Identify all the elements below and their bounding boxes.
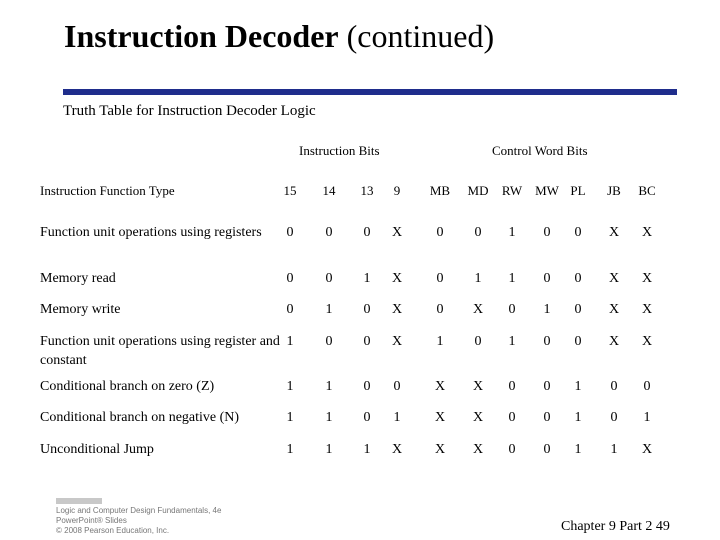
table-cell: X bbox=[641, 334, 653, 349]
table-cell: X bbox=[608, 225, 620, 240]
table-cell: X bbox=[472, 302, 484, 317]
table-cell: X bbox=[391, 334, 403, 349]
table-cell: 1 bbox=[286, 442, 294, 457]
column-header: PL bbox=[570, 183, 586, 198]
column-header: JB bbox=[607, 183, 621, 198]
table-cell: 0 bbox=[508, 410, 516, 425]
column-header: 15 bbox=[283, 183, 297, 198]
logo-bar bbox=[56, 498, 102, 504]
row-label: Memory read bbox=[40, 271, 116, 286]
table-cell: 0 bbox=[543, 225, 551, 240]
table-cell: 0 bbox=[474, 225, 482, 240]
table-cell: X bbox=[472, 379, 484, 394]
table-cell: 1 bbox=[393, 410, 401, 425]
table-cell: 0 bbox=[393, 379, 401, 394]
column-header: 9 bbox=[393, 183, 401, 198]
table-cell: 0 bbox=[325, 225, 333, 240]
table-cell: X bbox=[391, 225, 403, 240]
table-cell: 0 bbox=[436, 225, 444, 240]
table-cell: 0 bbox=[643, 379, 651, 394]
table-cell: 0 bbox=[474, 334, 482, 349]
table-cell: 1 bbox=[325, 410, 333, 425]
table-cell: X bbox=[608, 302, 620, 317]
table-cell: 0 bbox=[543, 379, 551, 394]
table-cell: 1 bbox=[286, 410, 294, 425]
row-label: Unconditional Jump bbox=[40, 442, 154, 457]
page-number: Chapter 9 Part 2 49 bbox=[561, 519, 670, 534]
table-cell: 0 bbox=[508, 442, 516, 457]
slide-title bbox=[64, 18, 494, 55]
table-cell: 0 bbox=[574, 334, 582, 349]
table-cell: 1 bbox=[286, 334, 294, 349]
table-cell: 0 bbox=[363, 410, 371, 425]
table-cell: 0 bbox=[574, 302, 582, 317]
control-word-bits-header: Control Word Bits bbox=[492, 143, 588, 158]
header-label: Instruction Function Type bbox=[40, 183, 175, 198]
table-cell: X bbox=[641, 271, 653, 286]
slide-title-main: Instruction Decoder bbox=[64, 18, 339, 54]
table-cell: 0 bbox=[363, 334, 371, 349]
table-cell: 1 bbox=[325, 302, 333, 317]
table-cell: 0 bbox=[286, 225, 294, 240]
table-cell: 0 bbox=[543, 442, 551, 457]
table-cell: 1 bbox=[508, 271, 516, 286]
table-cell: X bbox=[391, 442, 403, 457]
table-cell: 0 bbox=[363, 225, 371, 240]
logo-line: © 2008 Pearson Education, Inc. bbox=[56, 526, 170, 535]
logo-line: Logic and Computer Design Fundamentals, 4e bbox=[56, 506, 222, 515]
table-cell: X bbox=[641, 225, 653, 240]
table-cell: 0 bbox=[610, 379, 618, 394]
table-cell: X bbox=[472, 410, 484, 425]
table-cell: 1 bbox=[436, 334, 444, 349]
table-cell: X bbox=[641, 302, 653, 317]
table-cell: X bbox=[434, 379, 446, 394]
row-label: Function unit operations using registers bbox=[40, 225, 262, 240]
publisher-logo bbox=[56, 498, 221, 536]
column-header: MW bbox=[535, 183, 559, 198]
table-cell: 0 bbox=[508, 302, 516, 317]
table-cell: 1 bbox=[363, 442, 371, 457]
table-cell: 0 bbox=[574, 225, 582, 240]
table-cell: 1 bbox=[508, 225, 516, 240]
row-label: Conditional branch on negative (N) bbox=[40, 410, 240, 425]
column-header: MB bbox=[429, 183, 451, 198]
table-cell: 0 bbox=[508, 379, 516, 394]
title-rule bbox=[63, 89, 677, 95]
column-header: RW bbox=[501, 183, 523, 198]
table-cell: X bbox=[391, 302, 403, 317]
table-cell: 1 bbox=[363, 271, 371, 286]
table-cell: 1 bbox=[325, 442, 333, 457]
table-cell: 1 bbox=[286, 379, 294, 394]
table-cell: 0 bbox=[363, 302, 371, 317]
table-cell: X bbox=[608, 334, 620, 349]
table-cell: X bbox=[434, 442, 446, 457]
table-cell: 1 bbox=[474, 271, 482, 286]
table-cell: 1 bbox=[508, 334, 516, 349]
table-cell: 1 bbox=[643, 410, 651, 425]
table-cell: 0 bbox=[610, 410, 618, 425]
table-cell: 0 bbox=[325, 271, 333, 286]
table-cell: X bbox=[391, 271, 403, 286]
row-label: Function unit operations using register and constant bbox=[40, 334, 280, 368]
table-cell: X bbox=[434, 410, 446, 425]
column-header: 13 bbox=[360, 183, 374, 198]
logo-line: PowerPoint® Slides bbox=[56, 516, 127, 525]
table-cell: 0 bbox=[543, 334, 551, 349]
column-header: MD bbox=[467, 183, 489, 198]
row-label: Memory write bbox=[40, 302, 121, 317]
row-label: Conditional branch on zero (Z) bbox=[40, 379, 215, 394]
table-cell: 0 bbox=[543, 410, 551, 425]
instruction-bits-header: Instruction Bits bbox=[299, 143, 380, 158]
table-cell: 1 bbox=[543, 302, 551, 317]
table-caption: Truth Table for Instruction Decoder Logic bbox=[63, 103, 316, 119]
table-cell: 0 bbox=[436, 302, 444, 317]
table-cell: 0 bbox=[325, 334, 333, 349]
column-header: BC bbox=[638, 183, 656, 198]
table-cell: 0 bbox=[286, 271, 294, 286]
table-cell: X bbox=[472, 442, 484, 457]
table-cell: X bbox=[608, 271, 620, 286]
table-cell: X bbox=[641, 442, 653, 457]
table-cell: 1 bbox=[325, 379, 333, 394]
table-cell: 1 bbox=[574, 442, 582, 457]
table-cell: 1 bbox=[574, 379, 582, 394]
table-cell: 0 bbox=[363, 379, 371, 394]
table-cell: 0 bbox=[436, 271, 444, 286]
table-cell: 1 bbox=[574, 410, 582, 425]
slide-title-rest: (continued) bbox=[346, 18, 495, 54]
table-cell: 0 bbox=[543, 271, 551, 286]
table-cell: 1 bbox=[610, 442, 618, 457]
table-cell: 0 bbox=[286, 302, 294, 317]
column-header: 14 bbox=[322, 183, 336, 198]
table-cell: 0 bbox=[574, 271, 582, 286]
